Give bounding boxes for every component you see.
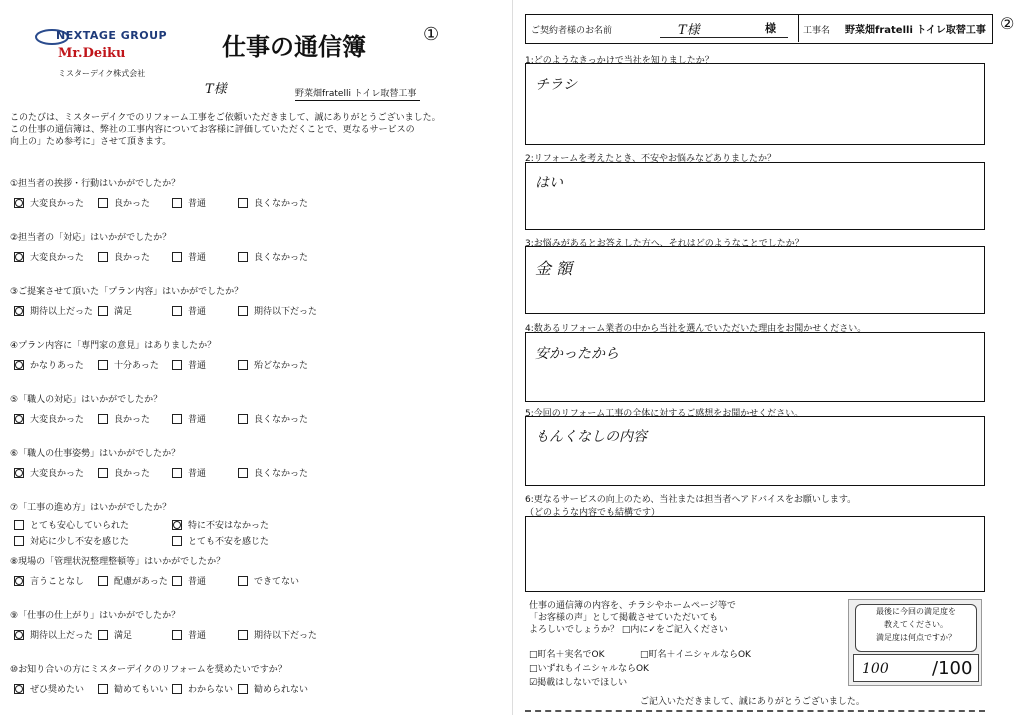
checkbox-icon[interactable] [238,306,248,316]
question-6-note: （どのような内容でも結構です） [525,508,661,518]
project-value: 野菜畑fratelli トイレ取替工事 [845,25,986,36]
answer-option[interactable] [238,250,308,263]
option-label: 言うことなし [30,577,85,587]
checkbox-icon[interactable] [14,252,24,262]
option-label: 配慮があった [114,577,168,587]
answer-option[interactable] [172,250,206,263]
checkbox-icon[interactable] [238,684,248,694]
intro-text [10,112,500,148]
option-label: ぜひ奨めたい [30,685,85,695]
question-label: ⑨「仕事の仕上がり」はいかがでしたか？ [10,611,181,621]
intro-line: この仕事の通信簿は、弊社の工事内容についてお客様に評価していただくことで、更なるサービスの [10,125,415,135]
answer-option[interactable] [98,196,150,209]
option-label: 大変良かった [30,469,85,479]
checkbox-icon[interactable] [172,684,182,694]
answer-option[interactable] [238,574,299,587]
option-label: 良くなかった [254,199,309,209]
option-label: できてない [254,577,300,587]
answer-option[interactable] [98,250,150,263]
answer-option[interactable] [172,628,206,641]
answer-option[interactable] [238,358,308,371]
question-4: 4:数あるリフォーム業者の中から当社を選んでいただいた理由をお聞かせください。 [525,324,867,334]
answer-option[interactable] [238,412,308,425]
perm-option-4[interactable]: ☑掲載はしないでほしい [529,678,628,688]
answer-option[interactable] [172,358,206,371]
answer-box-2 [525,162,985,230]
permission-text [529,600,829,636]
checkbox-icon[interactable] [98,414,108,424]
option-label: とても不安を感じた [188,537,270,547]
checkbox-icon[interactable] [14,684,24,694]
answer-option[interactable] [172,466,206,479]
checkbox-icon[interactable] [14,198,24,208]
checkbox-icon[interactable] [98,198,108,208]
answer-option[interactable] [14,412,84,425]
checkbox-icon[interactable] [14,360,24,370]
option-label: 期待以下だった [254,631,318,641]
option-label: 満足 [114,631,133,641]
option-label: 良かった [114,253,151,263]
answer-option[interactable] [14,628,93,641]
name-label: ご契約者様のお名前 [531,26,613,36]
checkbox-icon[interactable] [14,630,24,640]
option-label: 期待以上だった [30,631,94,641]
checkbox-icon[interactable] [98,576,108,586]
score-panel [848,599,982,686]
option-label: 普通 [188,469,207,479]
option-label: 良かった [114,199,151,209]
option-label: 期待以下だった [254,307,318,317]
answer-option[interactable] [98,628,132,641]
project-label: 工事名 [803,26,831,36]
answer-option[interactable] [172,412,206,425]
checkbox-icon[interactable] [14,306,24,316]
checkbox-icon[interactable] [238,198,248,208]
answer-option[interactable] [14,304,93,317]
left-page [0,0,510,715]
option-label: 殆どなかった [254,361,309,371]
option-label: 普通 [188,361,207,371]
name-value: T様 [678,23,700,38]
checkbox-icon[interactable] [172,198,182,208]
option-label: わからない [188,685,234,695]
answer-box-6 [525,516,985,592]
permission-line: 仕事の通信簿の内容を、チラシやホームページ等で [529,601,736,611]
question-5: 5:今回のリフォーム工事の全体に対するご感想をお聞かせください。 [525,409,804,419]
answer-option[interactable] [172,682,233,695]
answer-option[interactable] [238,628,317,641]
company-name: ミスターデイク株式会社 [58,69,146,78]
checkbox-icon[interactable] [238,414,248,424]
option-label: かなりあった [30,361,84,371]
checkbox-icon[interactable] [238,360,248,370]
header-divider [798,15,799,42]
checkbox-icon[interactable] [14,414,24,424]
checkbox-icon[interactable] [238,630,248,640]
option-label: 普通 [188,307,207,317]
customer-name: T様 [205,82,227,97]
answer-4: 安かったから [535,346,619,362]
project-name: 野菜畑fratelli トイレ取替工事 [295,86,420,101]
answer-option[interactable] [172,534,269,547]
answer-option[interactable] [172,196,206,209]
option-label: 良くなかった [254,253,309,263]
checkbox-icon[interactable] [238,468,248,478]
checkbox-icon[interactable] [172,536,182,546]
checkbox-icon[interactable] [172,520,182,530]
checkbox-icon[interactable] [172,360,182,370]
intro-line: このたびは、ミスターデイクでのリフォーム工事をご依頼いただきまして、誠にありがとうございました。 [10,113,441,123]
checkbox-icon[interactable] [98,360,108,370]
permission-line: よろしいでしょうか？ □内に✓をご記入ください [529,625,728,635]
name-suffix: 様 [765,22,776,35]
answer-option[interactable] [98,358,159,371]
answer-option[interactable] [172,518,269,531]
answer-2: はい [535,175,563,191]
answer-option[interactable] [238,196,308,209]
brand-name: NEXTAGE GROUP [56,29,168,42]
score-prompt-line: 最後に今回の満足度を [876,607,956,616]
checkbox-icon[interactable] [172,576,182,586]
checkbox-icon[interactable] [14,536,24,546]
score-input[interactable] [853,654,979,682]
score-max: /100 [932,658,973,679]
answer-5: もんくなしの内容 [535,429,647,445]
option-label: 大変良かった [30,253,85,263]
permission-line: 「お客様の声」として掲載させていただいても [529,613,719,623]
page-mark: ① [423,24,440,45]
answer-option[interactable] [98,412,150,425]
question-label: ⑦「工事の進め方」はいかがでしたか？ [10,503,172,513]
option-label: 勧められない [254,685,309,695]
option-label: 特に不安はなかった [188,521,270,531]
option-label: 良くなかった [254,469,309,479]
question-label: ⑩お知り合いの方にミスターデイクのリフォームを奨めたいですか？ [10,665,287,675]
checkbox-icon[interactable] [98,252,108,262]
checkbox-icon[interactable] [238,252,248,262]
option-label: 大変良かった [30,199,85,209]
answer-1: チラシ [535,77,577,93]
logo [34,25,214,47]
answer-option[interactable] [238,466,308,479]
answer-option[interactable] [98,304,132,317]
question-label: ④プラン内容に「専門家の意見」はありましたか？ [10,341,217,351]
answer-option[interactable] [14,534,129,547]
checkbox-icon[interactable] [172,414,182,424]
perm-option-1[interactable]: □町名＋実名でOK [529,650,605,660]
checkbox-icon[interactable] [238,576,248,586]
perm-option-2[interactable]: □町名＋イニシャルならOK [640,650,751,660]
option-label: 十分あった [114,361,159,371]
question-6: 6:更なるサービスの向上のため、当社または担当者へアドバイスをお願いします。 [525,495,857,505]
score-value: 100 [862,661,889,677]
checkbox-icon[interactable] [14,520,24,530]
answer-option[interactable] [172,574,206,587]
answer-option[interactable] [14,466,84,479]
answer-box-3 [525,246,985,314]
answer-option[interactable] [238,304,317,317]
option-label: 良かった [114,415,151,425]
checkbox-icon[interactable] [14,468,24,478]
perm-option-3[interactable]: □いずれもイニシャルならOK [529,664,649,674]
checkbox-icon[interactable] [172,252,182,262]
checkbox-icon[interactable] [98,684,108,694]
answer-option[interactable] [98,466,150,479]
answer-option[interactable] [98,574,168,587]
checkbox-icon[interactable] [98,468,108,478]
option-label: 普通 [188,577,207,587]
checkbox-icon[interactable] [98,630,108,640]
question-2: 2:リフォームを考えたとき、不安やお悩みなどありましたか？ [525,154,776,164]
intro-line: 向上の」ため参考に」させて頂きます。 [10,137,172,147]
answer-option[interactable] [14,250,84,263]
option-label: 普通 [188,253,207,263]
answer-3: 金 額 [535,259,573,278]
option-label: 普通 [188,631,207,641]
option-label: 対応に少し不安を感じた [30,537,130,547]
question-label: ⑥「職人の仕事姿勢」はいかがでしたか？ [10,449,181,459]
checkbox-icon[interactable] [14,576,24,586]
option-label: 良かった [114,469,151,479]
page-mark-2: ② [1000,14,1015,33]
option-label: 満足 [114,307,133,317]
option-label: 期待以上だった [30,307,94,317]
answer-box-1 [525,63,985,145]
footer-thanks: ご記入いただきまして、誠にありがとうございました。 [640,697,865,707]
option-label: とても安心していられた [30,521,130,531]
score-prompt [855,604,977,652]
checkbox-icon[interactable] [98,306,108,316]
answer-option[interactable] [14,196,84,209]
answer-option[interactable] [172,304,206,317]
question-label: ①担当者の挨拶・行動はいかがでしたか？ [10,179,181,189]
answer-option[interactable] [98,682,168,695]
checkbox-icon[interactable] [172,630,182,640]
option-label: 良くなかった [254,415,309,425]
checkbox-icon[interactable] [172,306,182,316]
option-label: 大変良かった [30,415,85,425]
answer-option[interactable] [238,682,308,695]
question-label: ②担当者の「対応」はいかがでしたか？ [10,233,172,243]
name-underline [660,37,788,38]
question-3: 3:お悩みがあるとお答えした方へ、それはどのようなことでしたか？ [525,239,804,249]
score-prompt-line: 教えてください。 [884,620,948,629]
score-prompt-line: 満足度は何点ですか？ [876,633,956,642]
option-label: 普通 [188,199,207,209]
option-label: 勧めてもいい [114,685,169,695]
answer-option[interactable] [14,518,129,531]
answer-option[interactable] [14,358,84,371]
question-label: ⑤「職人の対応」はいかがでしたか？ [10,395,163,405]
page-title: 仕事の通信簿 [222,33,366,61]
question-label: ③ご提案させて頂いた「プラン内容」はいかがでしたか？ [10,287,244,297]
question-label: ⑧現場の「管理状況整理整頓等」はいかがでしたか？ [10,557,226,567]
option-label: 普通 [188,415,207,425]
checkbox-icon[interactable] [172,468,182,478]
footer-rule [525,710,985,712]
mr-deiku-logo: Mr.Deiku [58,46,126,61]
answer-option[interactable] [14,682,84,695]
answer-option[interactable] [14,574,84,587]
question-1: 1:どのようなきっかけで当社を知りましたか？ [525,56,714,66]
